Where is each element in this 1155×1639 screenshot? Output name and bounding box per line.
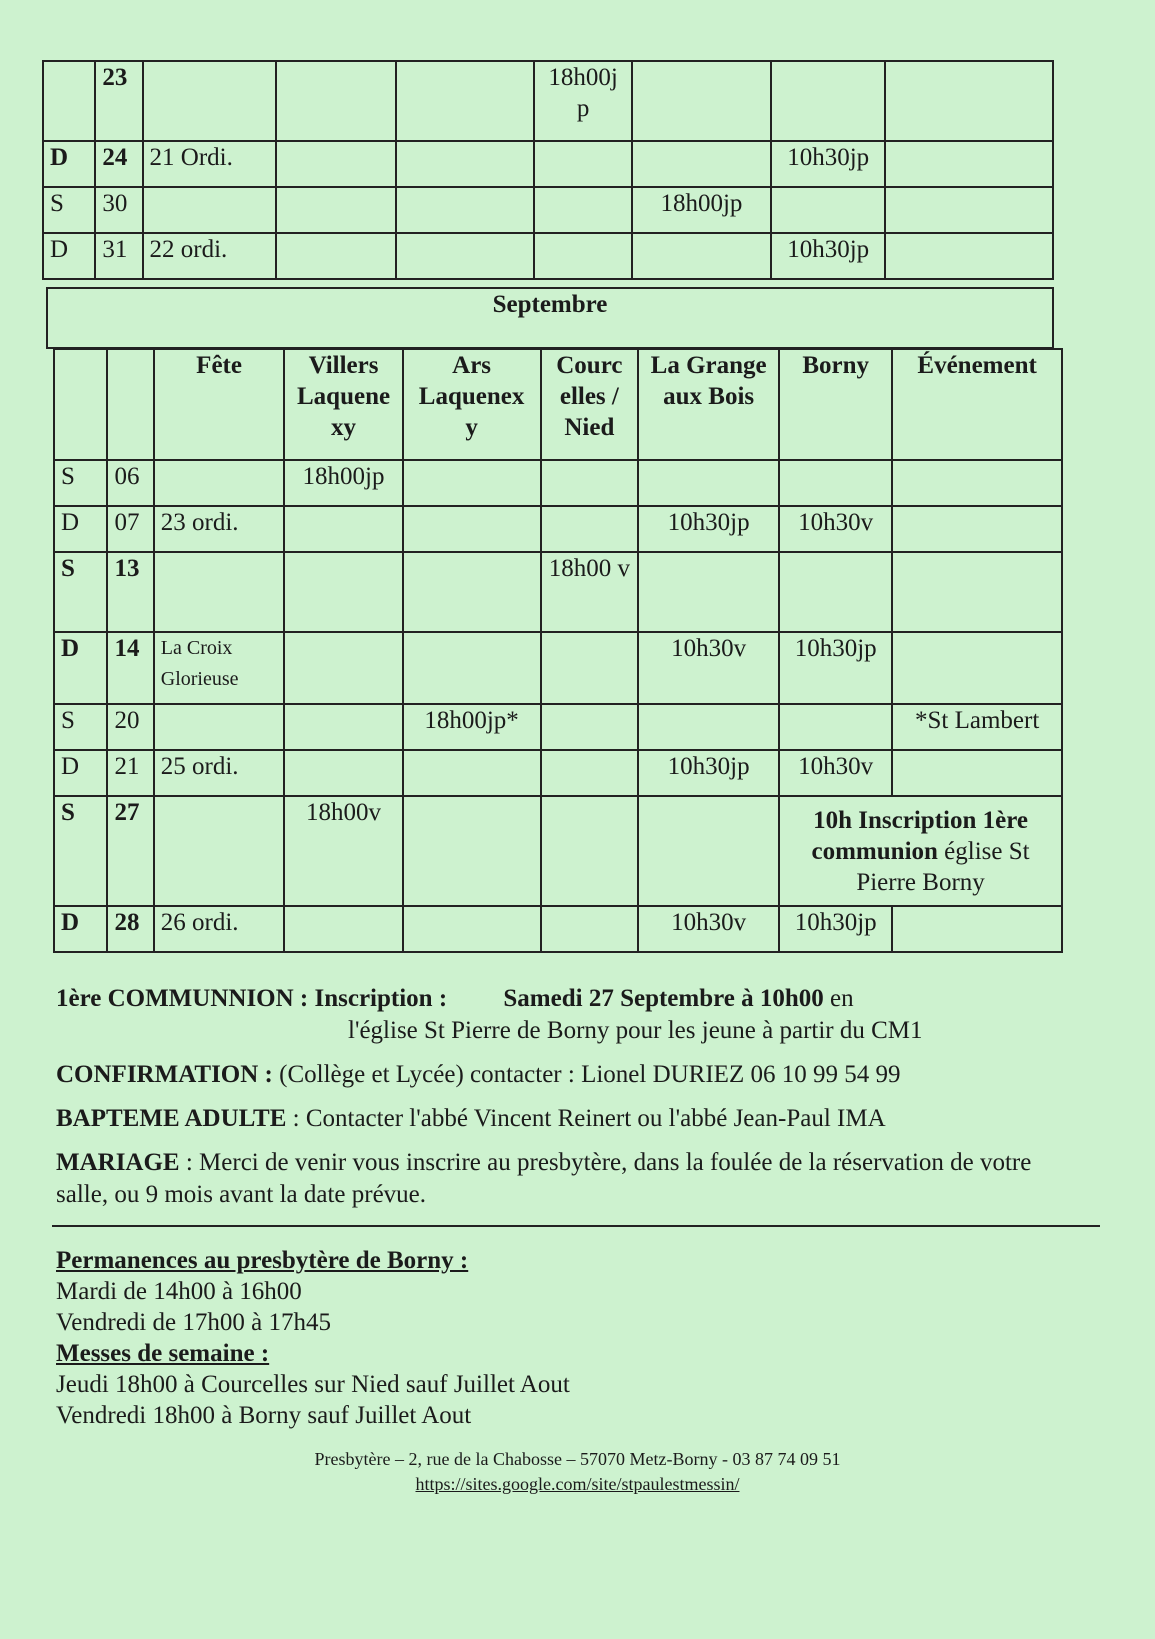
borny-cell: 10h30jp (779, 632, 892, 704)
courcelles-cell (541, 750, 639, 796)
grange-cell (632, 233, 771, 279)
courcelles-cell (541, 506, 639, 552)
evenement-cell (892, 552, 1062, 632)
borny-cell: 10h30jp (779, 906, 892, 952)
fete-cell: 23 ordi. (154, 506, 285, 552)
table-row (43, 233, 1053, 279)
villers-cell (284, 506, 402, 552)
courcelles-cell (534, 233, 631, 279)
villers-cell (276, 233, 396, 279)
ars-cell: 18h00jp* (403, 704, 541, 750)
villers-cell (276, 141, 396, 187)
table-row (54, 796, 1062, 906)
courcelles-cell (534, 141, 631, 187)
day-number: 06 (107, 460, 153, 506)
fete-cell: La Croix Glorieuse (154, 632, 285, 704)
evenement-cell (892, 632, 1062, 704)
header-evenement: Événement (892, 349, 1062, 460)
borny-cell (779, 460, 892, 506)
ars-cell (403, 460, 541, 506)
grange-cell (638, 460, 779, 506)
ars-cell (403, 750, 541, 796)
day-letter: S (54, 796, 107, 906)
ars-cell (403, 506, 541, 552)
inscription-time: 10h (813, 807, 859, 834)
villers-cell (276, 187, 396, 233)
day-number: 23 (95, 61, 142, 141)
day-number: 07 (107, 506, 153, 552)
day-letter: S (54, 704, 107, 750)
table-row (54, 552, 1062, 632)
header-villers: Villers Laquene xy (284, 349, 402, 460)
mariage-label: MARIAGE (56, 1149, 180, 1176)
fete-cell (143, 187, 276, 233)
ars-cell (396, 61, 534, 141)
grange-cell (632, 61, 771, 141)
grange-cell: 10h30jp (638, 506, 779, 552)
ars-cell (403, 796, 541, 906)
communion-label: 1ère COMMUNNION : Inscription : (56, 985, 448, 1012)
grange-cell (638, 704, 779, 750)
evenement-cell (892, 750, 1062, 796)
borny-cell (779, 552, 892, 632)
communion-info (56, 983, 854, 1015)
table-row (43, 61, 1053, 141)
evenement-cell (885, 141, 1053, 187)
day-number: 14 (107, 632, 153, 704)
courcelles-cell: 18h00 v (541, 552, 639, 632)
grange-cell: 10h30jp (638, 750, 779, 796)
confirmation-text: (Collège et Lycée) contacter : Lionel DURIEZ 06 10 99 54 99 (272, 1061, 901, 1088)
evenement-cell (892, 460, 1062, 506)
day-number: 30 (95, 187, 142, 233)
day-letter: S (43, 187, 95, 233)
courcelles-cell (541, 906, 639, 952)
day-letter: D (43, 141, 95, 187)
courcelles-cell: 18h00j p (534, 61, 631, 141)
grange-cell: 10h30v (638, 906, 779, 952)
grange-cell (638, 552, 779, 632)
ars-cell (396, 141, 534, 187)
permanences-title: Permanences au presbytère de Borny : (56, 1247, 469, 1274)
divider (52, 1225, 1100, 1227)
permanences-line: Mardi de 14h00 à 16h00 (56, 1278, 302, 1305)
communion-info-line2: l'église St Pierre de Borny pour les jeune à partir du CM1 (348, 1017, 923, 1044)
day-letter: D (54, 506, 107, 552)
table-row (54, 460, 1062, 506)
footer-address: Presbytère – 2, rue de la Chabosse – 57070 Metz-Borny - 03 87 74 09 51 (314, 1449, 841, 1469)
inscription-location: église St Pierre Borny (856, 838, 1030, 896)
bapteme-text: : Contacter l'abbé Vincent Reinert ou l'abbé Jean-Paul IMA (286, 1105, 886, 1132)
grange-cell (632, 141, 771, 187)
day-letter: D (54, 632, 107, 704)
ars-cell (396, 233, 534, 279)
villers-cell: 18h00jp (284, 460, 402, 506)
table-row (43, 141, 1053, 187)
month-label: Septembre (47, 288, 1053, 348)
fete-cell (154, 796, 285, 906)
fete-cell: 25 ordi. (154, 750, 285, 796)
fete-cell: 22 ordi. (143, 233, 276, 279)
permanences-line: Vendredi de 17h00 à 17h45 (56, 1309, 331, 1336)
footer-url[interactable]: https://sites.google.com/site/stpaulestmessin/ (415, 1474, 740, 1494)
september-schedule-table (53, 348, 1063, 953)
courcelles-cell (541, 632, 639, 704)
day-letter: S (54, 460, 107, 506)
header-letter (54, 349, 107, 460)
grange-cell: 18h00jp (632, 187, 771, 233)
table-row (54, 632, 1062, 704)
villers-cell (276, 61, 396, 141)
messes-title: Messes de semaine : (56, 1340, 270, 1367)
evenement-cell (885, 187, 1053, 233)
header-fete: Fête (154, 349, 285, 460)
courcelles-cell (534, 187, 631, 233)
ars-cell (403, 632, 541, 704)
evenement-cell: *St Lambert (892, 704, 1062, 750)
confirmation-info (56, 1059, 900, 1091)
fete-cell: 26 ordi. (154, 906, 285, 952)
month-band (46, 287, 1054, 349)
courcelles-cell (541, 796, 639, 906)
confirmation-label: CONFIRMATION : (56, 1061, 273, 1088)
mariage-info (56, 1147, 1086, 1211)
villers-cell (284, 750, 402, 796)
table-header-row (54, 349, 1062, 460)
day-number: 28 (107, 906, 153, 952)
borny-cell: 10h30jp (771, 233, 885, 279)
table-row (54, 906, 1062, 952)
messes-line: Jeudi 18h00 à Courcelles sur Nied sauf Juillet Aout (56, 1371, 570, 1398)
borny-cell: 10h30v (779, 750, 892, 796)
borny-cell (771, 187, 885, 233)
inscription-label: Inscription 1ère communion (811, 807, 1028, 865)
day-letter: D (43, 233, 95, 279)
bapteme-info (56, 1103, 886, 1135)
header-borny: Borny (779, 349, 892, 460)
table-row (54, 704, 1062, 750)
day-letter: D (54, 750, 107, 796)
evenement-cell (885, 61, 1053, 141)
evenement-cell (885, 233, 1053, 279)
day-number: 24 (95, 141, 142, 187)
villers-cell (284, 906, 402, 952)
day-number: 31 (95, 233, 142, 279)
inscription-cell (779, 796, 1062, 906)
august-schedule-table (42, 60, 1054, 280)
borny-cell (771, 61, 885, 141)
permanences-block (56, 1245, 570, 1431)
villers-cell (284, 704, 402, 750)
grange-cell: 10h30v (638, 632, 779, 704)
villers-cell (284, 552, 402, 632)
fete-cell (143, 61, 276, 141)
header-ars: Ars Laquenex y (403, 349, 541, 460)
evenement-cell (892, 506, 1062, 552)
courcelles-cell (541, 704, 639, 750)
day-letter: D (54, 906, 107, 952)
header-grange: La Grange aux Bois (638, 349, 779, 460)
header-day (107, 349, 153, 460)
borny-cell: 10h30v (779, 506, 892, 552)
table-row (54, 750, 1062, 796)
fete-cell (154, 704, 285, 750)
fete-cell (154, 460, 285, 506)
evenement-cell (892, 906, 1062, 952)
day-number: 27 (107, 796, 153, 906)
day-letter: S (54, 552, 107, 632)
courcelles-cell (541, 460, 639, 506)
borny-cell: 10h30jp (771, 141, 885, 187)
communion-date: Samedi 27 Septembre à 10h00 (503, 985, 824, 1012)
ars-cell (403, 552, 541, 632)
day-number: 21 (107, 750, 153, 796)
header-courcelles: Courc elles / Nied (541, 349, 639, 460)
messes-line: Vendredi 18h00 à Borny sauf Juillet Aout (56, 1402, 472, 1429)
mariage-text: : Merci de venir vous inscrire au presbytère, dans la foulée de la réservation de votre salle, ou 9 mois avant la date prévue. (56, 1149, 1032, 1208)
ars-cell (396, 187, 534, 233)
fete-cell (154, 552, 285, 632)
day-letter (43, 61, 95, 141)
table-row (54, 506, 1062, 552)
ars-cell (403, 906, 541, 952)
grange-cell (638, 796, 779, 906)
fete-cell: 21 Ordi. (143, 141, 276, 187)
bapteme-label: BAPTEME ADULTE (56, 1105, 287, 1132)
day-number: 20 (107, 704, 153, 750)
day-number: 13 (107, 552, 153, 632)
borny-cell (779, 704, 892, 750)
communion-en: en (823, 985, 854, 1012)
table-row (43, 187, 1053, 233)
villers-cell (284, 632, 402, 704)
villers-cell: 18h00v (284, 796, 402, 906)
